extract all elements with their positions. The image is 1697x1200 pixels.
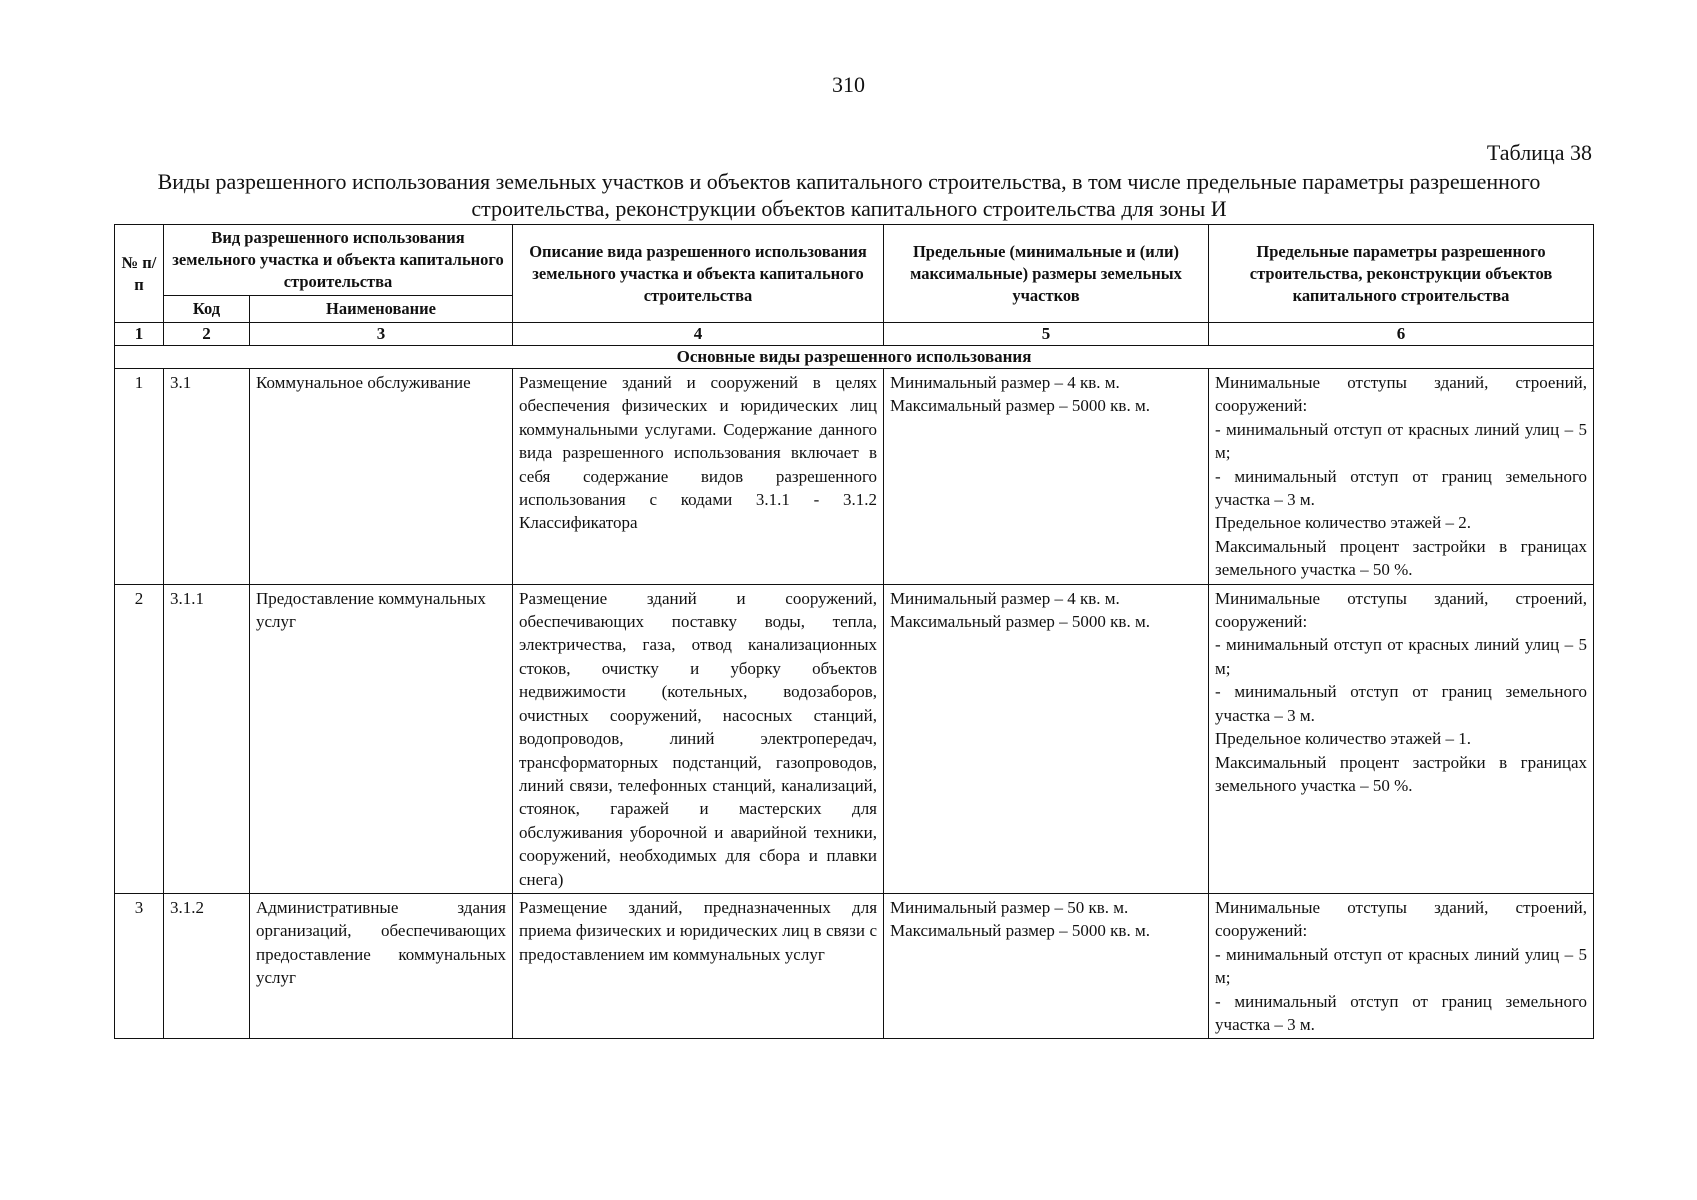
row-params bbox=[1209, 369, 1594, 585]
table-row bbox=[115, 893, 1594, 1038]
param-line: Предельное количество этажей – 1. bbox=[1215, 729, 1471, 749]
header-vid: Вид разрешенного использования земельного участка и объекта капитального строительства bbox=[164, 225, 513, 296]
row-desc: Размещение зданий и сооружений в целях обеспечения физических и юридических лиц коммунальными услугами. Содержание данного вида разрешенного использования включает в себя содержание видов разрешенного использования с кодами 3.1.1 - 3.1.2 Классификатора bbox=[513, 369, 884, 585]
header-sizes: Предельные (минимальные и (или) максимальные) размеры земельных участков bbox=[884, 225, 1209, 323]
header-row bbox=[115, 225, 1594, 296]
size-line: Минимальный размер – 4 кв. м. bbox=[890, 373, 1120, 392]
column-number: 5 bbox=[884, 323, 1209, 346]
param-line: Минимальные отступы зданий, строений, сооружений: bbox=[1215, 588, 1588, 632]
row-code: 3.1 bbox=[164, 369, 250, 585]
column-number: 3 bbox=[250, 323, 513, 346]
row-sizes bbox=[884, 584, 1209, 893]
row-code: 3.1.1 bbox=[164, 584, 250, 893]
param-line: - минимальный отступ от границ земельного участка – 3 м. bbox=[1215, 466, 1588, 510]
row-name: Административные здания организаций, обеспечивающих предоставление коммунальных услуг bbox=[250, 893, 513, 1038]
header-desc: Описание вида разрешенного использования земельного участка и объекта капитального строительства bbox=[513, 225, 884, 323]
row-desc: Размещение зданий и сооружений, обеспечивающих поставку воды, тепла, электричества, газа, отвод канализационных стоков, очистку и уборку объектов недвижимости (котельных, водозаборов, очистных сооружений, насосных станций, водопроводов, линий электропередач, трансформаторных подстанций, газопроводов, линий связи, телефонных станций, канализаций, стоянок, гаражей и мастерских для обслуживания уборочной и аварийной техники, сооружений, необходимых для сбора и плавки снега) bbox=[513, 584, 884, 893]
table-label: Таблица 38 bbox=[1486, 140, 1592, 165]
column-number-row bbox=[115, 323, 1594, 346]
column-number: 2 bbox=[164, 323, 250, 346]
size-line: Максимальный размер – 5000 кв. м. bbox=[890, 612, 1150, 632]
column-number: 1 bbox=[115, 323, 164, 346]
param-line: Минимальные отступы зданий, строений, сооружений: bbox=[1215, 897, 1588, 941]
row-name: Предоставление коммунальных услуг bbox=[250, 584, 513, 893]
param-line: Максимальный процент застройки в границах земельного участка – 50 %. bbox=[1215, 536, 1588, 580]
table-title: Виды разрешенного использования земельных участков и объектов капитального строительства, в том числе предельные параметры разрешенного строительства, реконструкции объектов капитального строительства для зоны И bbox=[157, 169, 1541, 221]
size-line: Максимальный размер – 5000 кв. м. bbox=[890, 396, 1150, 416]
column-number: 4 bbox=[513, 323, 884, 346]
header-params: Предельные параметры разрешенного строительства, реконструкции объектов капитального строительства bbox=[1209, 225, 1594, 323]
header-code: Код bbox=[164, 296, 250, 323]
size-line: Минимальный размер – 50 кв. м. bbox=[890, 897, 1129, 917]
size-line: Минимальный размер – 4 кв. м. bbox=[890, 588, 1120, 608]
param-line: Минимальные отступы зданий, строений, сооружений: bbox=[1215, 373, 1588, 416]
row-sizes bbox=[884, 369, 1209, 585]
header-name: Наименование bbox=[250, 296, 513, 323]
section-row bbox=[115, 346, 1594, 369]
row-sizes bbox=[884, 893, 1209, 1038]
page-number: 310 bbox=[832, 72, 865, 97]
table-row bbox=[115, 369, 1594, 585]
row-num: 3 bbox=[115, 893, 164, 1038]
table-row bbox=[115, 584, 1594, 893]
param-line: - минимальный отступ от границ земельного участка – 3 м. bbox=[1215, 991, 1588, 1034]
row-params bbox=[1209, 584, 1594, 893]
row-params bbox=[1209, 893, 1594, 1038]
column-number: 6 bbox=[1209, 323, 1594, 346]
row-num: 1 bbox=[115, 369, 164, 585]
param-line: - минимальный отступ от красных линий улиц – 5 м; bbox=[1215, 635, 1588, 678]
param-line: - минимальный отступ от границ земельного участка – 3 м. bbox=[1215, 682, 1588, 725]
param-line: - минимальный отступ от красных линий улиц – 5 м; bbox=[1215, 419, 1588, 463]
param-line: - минимальный отступ от красных линий улиц – 5 м; bbox=[1215, 944, 1588, 988]
size-line: Максимальный размер – 5000 кв. м. bbox=[890, 921, 1150, 941]
param-line: Максимальный процент застройки в границах земельного участка – 50 %. bbox=[1215, 752, 1588, 795]
row-desc: Размещение зданий, предназначенных для приема физических и юридических лиц в связи с предоставлением им коммунальных услуг bbox=[513, 893, 884, 1038]
param-line: Предельное количество этажей – 2. bbox=[1215, 513, 1471, 533]
row-num: 2 bbox=[115, 584, 164, 893]
row-name: Коммунальное обслуживание bbox=[250, 369, 513, 585]
section-title: Основные виды разрешенного использования bbox=[115, 346, 1594, 369]
row-code: 3.1.2 bbox=[164, 893, 250, 1038]
land-use-table bbox=[114, 224, 1594, 1039]
header-num: № п/п bbox=[115, 225, 164, 323]
